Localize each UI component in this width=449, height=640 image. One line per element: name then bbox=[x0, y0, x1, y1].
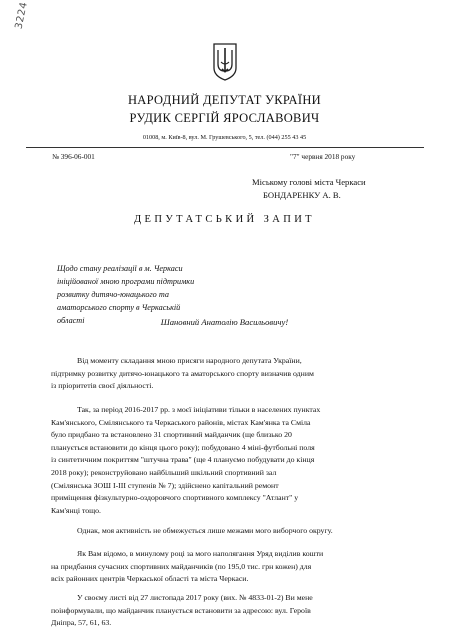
handwritten-registration-number: 3224 bbox=[13, 0, 30, 31]
text-line: планується встановити до кінця цього року); побудовано 4 міні-футбольні поля bbox=[51, 442, 315, 452]
text-line: всіх районних центрів Черкаської області та міста Черкаси. bbox=[51, 574, 249, 584]
salutation: Шановний Анатолію Васильовичу! bbox=[160, 317, 289, 327]
text-line: було придбано та встановлено 31 спортивний майданчик (ще близько 20 bbox=[51, 430, 292, 440]
text-line: поінформували, що майданчик планується встановити за адресою: вул. Героїв bbox=[51, 605, 311, 615]
subject-line: аматорського спорту в Черкаській bbox=[57, 303, 181, 312]
paragraph-3 bbox=[51, 525, 402, 538]
issuer-title: НАРОДНИЙ ДЕПУТАТ УКРАЇНИ bbox=[127, 93, 322, 107]
header-divider bbox=[26, 147, 424, 148]
recipient-position: Міському голові міста Черкаси bbox=[252, 177, 366, 187]
paragraph-4 bbox=[51, 548, 402, 586]
text-line: (Смілянська ЗОШ І-ІІІ ступенів № 7); здійснено капітальний ремонт bbox=[51, 480, 279, 490]
subject-line: ініційованої мною програми підтримки bbox=[57, 277, 195, 286]
document-title: ДЕПУТАТСЬКИЙ ЗАПИТ bbox=[133, 214, 315, 225]
issuer-name: РУДИК СЕРГІЙ ЯРОСЛАВОВИЧ bbox=[129, 111, 320, 125]
text-line: Однак, моя активність не обмежується лише межами мого виборчого округу. bbox=[77, 526, 333, 535]
text-line: із синтетичним покриттям "штучна трава" (ще 4 плануємо побудувати до кінця bbox=[51, 455, 315, 465]
subject-line: Щодо стану реалізації в м. Черкаси bbox=[57, 264, 183, 273]
subject-line: розвитку дитячо-юнацького та bbox=[57, 290, 169, 299]
issuer-address: 01008, м. Київ-8, вул. М. Грушевського, 5, тел. (044) 255 43 45 bbox=[142, 134, 307, 141]
text-line: приміщення фізкультурно-оздоровчого спортивного комплексу "Атлант" у bbox=[51, 493, 299, 503]
text-line: підтримку розвитку дитячо-юнацького та аматорського спорту визначив одним bbox=[51, 368, 314, 378]
text-line: У своєму листі від 27 листопада 2017 року (вих. № 4833-01-2) Ви мене bbox=[77, 593, 313, 602]
text-line: Кам'янського, Смілянського та Черкаського районів, містах Кам'янка та Сміла bbox=[51, 417, 311, 427]
text-line: Так, за період 2016-2017 рр. з моєї ініціативи тільки в населених пунктах bbox=[77, 405, 321, 414]
paragraph-1 bbox=[51, 355, 402, 393]
document-date: "7" червня 2018 року bbox=[290, 152, 356, 161]
paragraph-2 bbox=[51, 404, 402, 517]
text-line: Кам'янці тощо. bbox=[51, 505, 101, 515]
paragraph-5 bbox=[51, 592, 402, 630]
text-line: Дніпра, 57, 61, 63. bbox=[51, 618, 112, 628]
document-number: № 396-06-001 bbox=[52, 152, 95, 161]
recipient-name: БОНДАРЕНКУ А. В. bbox=[263, 190, 341, 200]
text-line: Від моменту складання мною присяги народного депутата України, bbox=[77, 356, 302, 365]
trident-coat-of-arms-icon bbox=[212, 42, 238, 82]
subject-line: області bbox=[57, 316, 85, 325]
text-line: із пріоритетів своєї діяльності. bbox=[51, 381, 154, 391]
text-line: 2018 року); реконструйовано найбільший шкільний спортивний зал bbox=[51, 467, 277, 477]
text-line: Як Вам відомо, в минулому році за мого наполягання Уряд виділив кошти bbox=[77, 549, 324, 558]
text-line: на придбання сучасних спортивних майданчиків (по 195,0 тис. грн кожен) для bbox=[51, 561, 312, 571]
